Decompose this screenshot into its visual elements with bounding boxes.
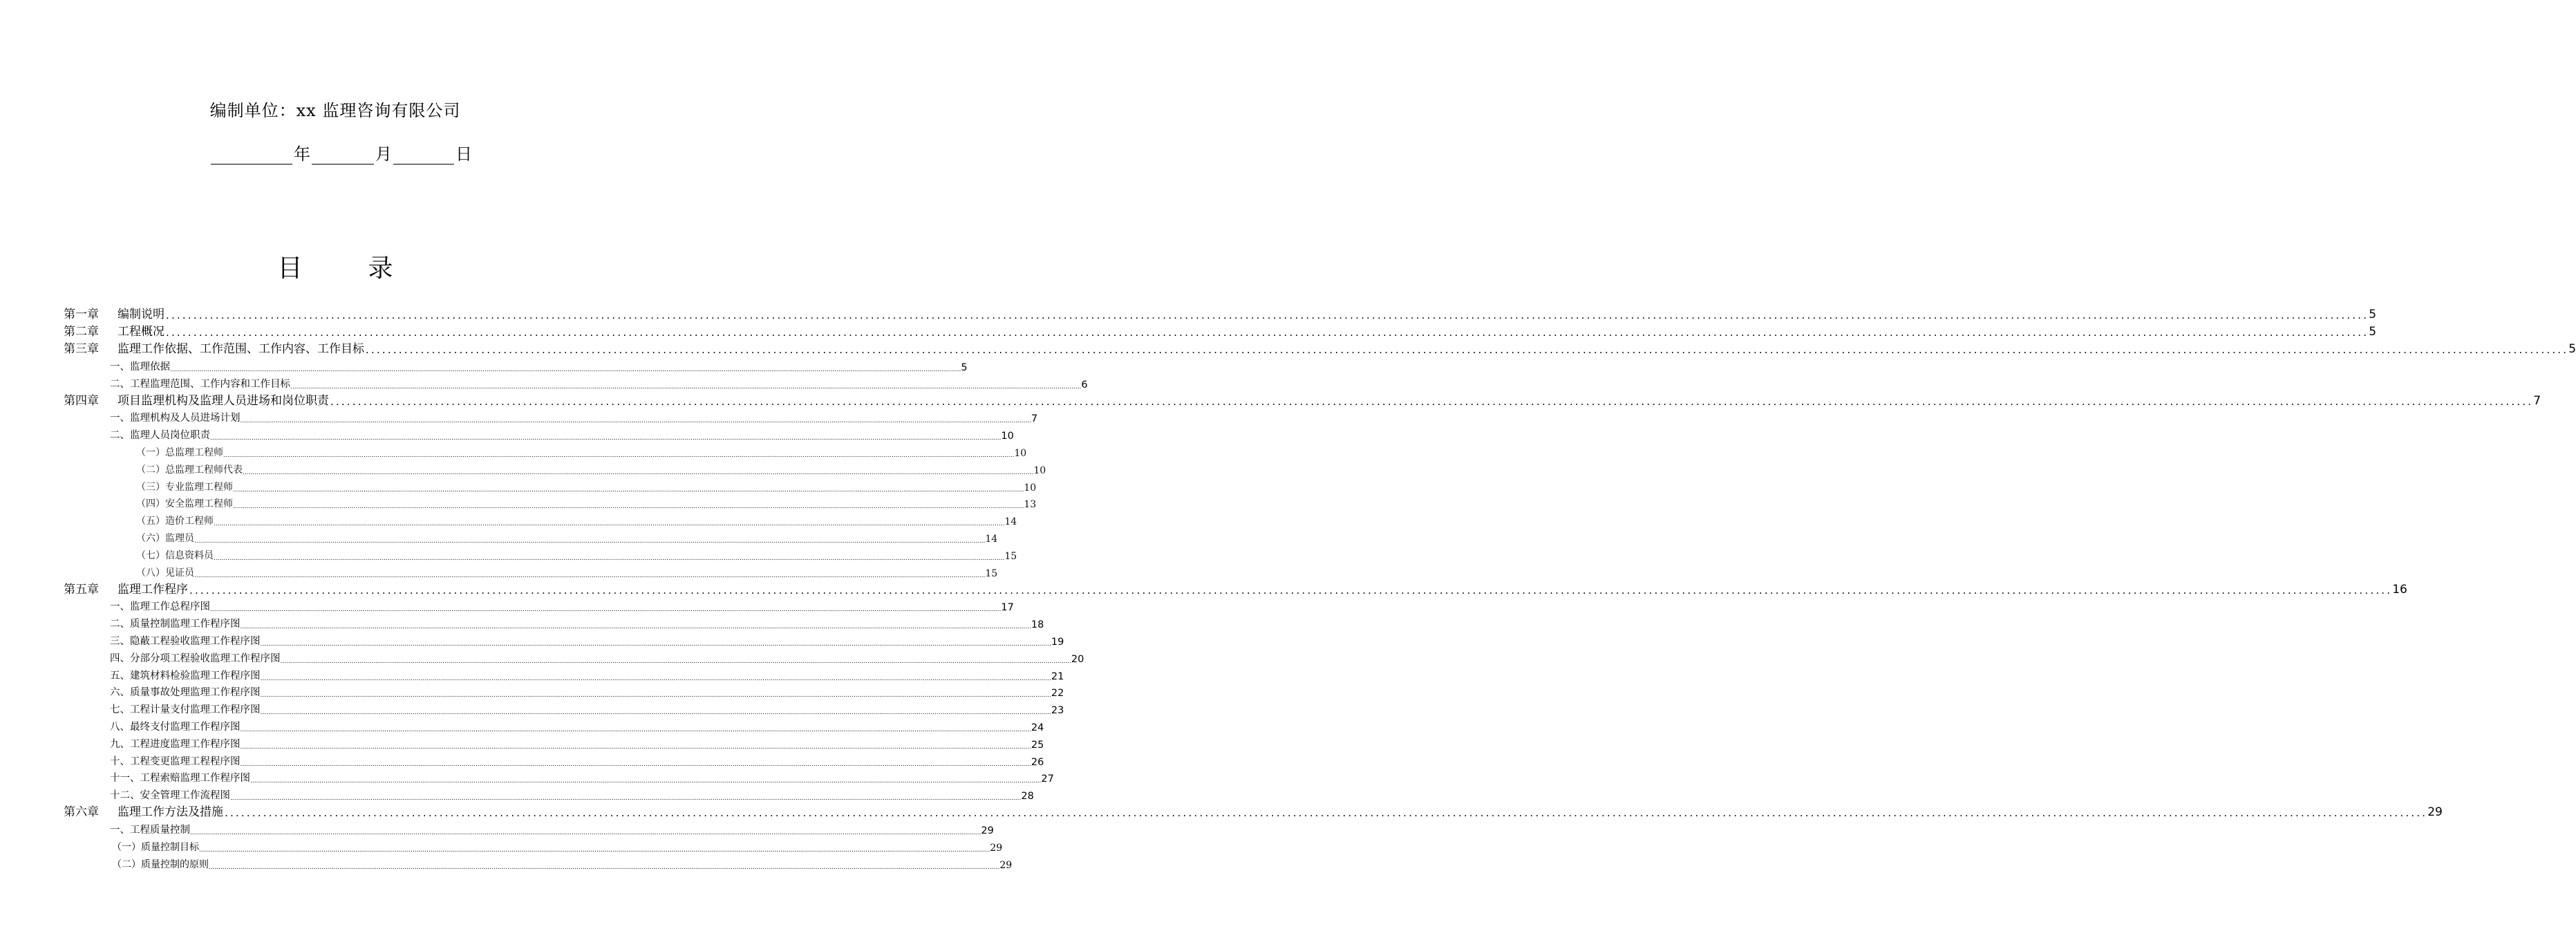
toc-dot-leader: ................................................................................................................................................................................................................................................................................................................................................................................................................: [240, 417, 1031, 425]
toc-entry[interactable]: [64, 494, 1037, 511]
toc-page-number: 25: [1031, 739, 1044, 751]
toc-entry[interactable]: [64, 304, 2377, 321]
toc-dot-leader: ................................................................................................................................................................................................................................................................................................................................................................................................................: [194, 537, 986, 545]
toc-entry-title: [64, 321, 164, 339]
toc-title-left: 目: [277, 254, 303, 283]
toc-entry-title: 七、工程计量支付监理工作程序图: [110, 704, 261, 716]
toc-entry-title: （一）质量控制目标: [112, 841, 199, 853]
toc-dot-leader: ................................................................................................................................................................................................................................................................................................................................................................................................................: [209, 863, 1000, 871]
toc-entry-title: （二）总监理工程师代表: [136, 464, 243, 476]
toc-entry-title: 十一、工程索赔监理工作程序图: [110, 773, 250, 785]
toc-entry-title: （七）信息资料员: [136, 550, 214, 561]
toc-chapter-number: 第六章: [64, 805, 99, 820]
table-of-contents: [64, 304, 2576, 871]
toc-page-number: 24: [1031, 722, 1044, 733]
toc-entry[interactable]: [64, 476, 1037, 494]
toc-dot-leader: ................................................................................................................................................................................................................................................................................................................................................................................................................: [214, 520, 1005, 528]
toc-dot-leader: ................................................................................................................................................................................................................................................................................................................................................................................................................: [210, 606, 1002, 614]
toc-dot-leader: ................................................................................................................................................................................................................................................................................................................................................................................................................: [223, 451, 1015, 459]
toc-dot-leader: ................................................................................................................................................................................................................................................................................................................................................................................................................: [166, 326, 2369, 339]
toc-page-number: 7: [1031, 413, 1038, 425]
toc-entry[interactable]: [64, 339, 2576, 356]
toc-page-number: 16: [2392, 582, 2407, 597]
toc-dot-leader: ................................................................................................................................................................................................................................................................................................................................................................................................................: [240, 760, 1031, 768]
toc-page-number: 7: [2533, 393, 2541, 408]
year-blank: [211, 143, 292, 165]
toc-page-number: 14: [1004, 516, 1017, 528]
toc-entry[interactable]: [64, 442, 1027, 459]
toc-entry-title: 三、隐蔽工程验收监理工作程序图: [110, 635, 261, 647]
toc-page-number: 5: [2369, 325, 2377, 339]
toc-dot-leader: ................................................................................................................................................................................................................................................................................................................................................................................................................: [214, 554, 1005, 562]
toc-entry[interactable]: [64, 682, 1064, 700]
toc-entry-title: （八）见证员: [136, 567, 194, 579]
toc-entry[interactable]: [64, 373, 1088, 391]
toc-entry-title: 六、质量事故处理监理工作程序图: [110, 687, 261, 699]
toc-entry-title: 九、工程进度监理工作程序图: [110, 738, 241, 750]
toc-dot-leader: ................................................................................................................................................................................................................................................................................................................................................................................................................: [240, 726, 1031, 733]
toc-entry[interactable]: [64, 768, 1054, 785]
toc-page-number: 29: [2427, 805, 2443, 820]
toc-page-number: 29: [999, 859, 1013, 871]
toc-entry[interactable]: [64, 836, 1003, 854]
toc-entry[interactable]: [64, 510, 1017, 528]
toc-entry-title: 二、监理人员岗位职责: [110, 430, 210, 442]
toc-entry[interactable]: [64, 545, 1017, 562]
toc-page-number: 22: [1051, 688, 1064, 700]
toc-entry[interactable]: [64, 785, 1034, 803]
toc-entry[interactable]: [64, 819, 994, 836]
toc-dot-leader: ................................................................................................................................................................................................................................................................................................................................................................................................................: [280, 657, 1071, 665]
month-blank: [312, 143, 374, 165]
toc-dot-leader: ................................................................................................................................................................................................................................................................................................................................................................................................................: [260, 640, 1051, 648]
toc-dot-leader: ................................................................................................................................................................................................................................................................................................................................................................................................................: [233, 486, 1024, 494]
toc-dot-leader: ................................................................................................................................................................................................................................................................................................................................................................................................................: [230, 795, 1022, 803]
toc-page-number: 21: [1051, 670, 1064, 682]
toc-dot-leader: ................................................................................................................................................................................................................................................................................................................................................................................................................: [260, 675, 1051, 682]
toc-page-number: 10: [1033, 464, 1046, 476]
toc-entry[interactable]: [64, 424, 1014, 442]
toc-chapter-number: 第一章: [64, 308, 99, 321]
toc-entry[interactable]: [64, 854, 1013, 871]
toc-entry[interactable]: [64, 408, 1038, 425]
toc-entry[interactable]: [64, 630, 1064, 648]
toc-dot-leader: ................................................................................................................................................................................................................................................................................................................................................................................................................: [166, 309, 2369, 321]
day-blank: [393, 143, 454, 165]
day-label: 日: [455, 144, 472, 164]
toc-entry-title: 四、分部分项工程验收监理工作程序图: [110, 653, 281, 664]
toc-chapter-number: 第四章: [64, 393, 99, 408]
toc-entry[interactable]: [64, 699, 1064, 717]
toc-page-number: 10: [1014, 447, 1027, 459]
toc-entry-title: 二、工程监理范围、工作内容和工作目标: [110, 378, 290, 390]
toc-entry[interactable]: [64, 648, 1084, 665]
toc-dot-leader: ................................................................................................................................................................................................................................................................................................................................................................................................................: [243, 469, 1034, 476]
toc-entry[interactable]: [64, 802, 2443, 820]
toc-entry-title: 二、质量控制监理工作程序图: [110, 619, 241, 630]
toc-chapter-number: 第二章: [64, 325, 99, 339]
toc-dot-leader: ................................................................................................................................................................................................................................................................................................................................................................................................................: [366, 344, 2569, 356]
toc-chapter-title: 项目监理机构及监理人员进场和岗位职责: [117, 393, 329, 408]
toc-entry-title: [64, 391, 329, 408]
toc-page-number: 23: [1051, 705, 1064, 717]
toc-page-number: 5: [961, 362, 968, 373]
toc-page-number: 20: [1071, 653, 1084, 665]
toc-page-number: 26: [1031, 756, 1044, 768]
toc-entry-title: 一、监理依据: [110, 361, 170, 373]
date-line: [211, 140, 473, 165]
toc-entry-title: （二）质量控制的原则: [112, 858, 209, 870]
toc-entry-title: （一）总监理工程师: [136, 447, 223, 458]
toc-dot-leader: ................................................................................................................................................................................................................................................................................................................................................................................................................: [260, 709, 1051, 717]
toc-dot-leader: ................................................................................................................................................................................................................................................................................................................................................................................................................: [260, 692, 1051, 700]
toc-dot-leader: ................................................................................................................................................................................................................................................................................................................................................................................................................: [190, 829, 981, 836]
toc-dot-leader: ................................................................................................................................................................................................................................................................................................................................................................................................................: [194, 572, 986, 579]
month-label: 月: [375, 144, 392, 164]
toc-dot-leader: ................................................................................................................................................................................................................................................................................................................................................................................................................: [210, 435, 1002, 442]
toc-entry-title: [64, 304, 164, 321]
toc-page-number: 15: [985, 567, 998, 579]
toc-chapter-title: 监理工作依据、工作范围、工作内容、工作目标: [117, 342, 364, 356]
toc-page-number: 28: [1021, 791, 1034, 803]
toc-chapter-title: 工程概况: [117, 325, 164, 339]
year-label: 年: [294, 144, 310, 164]
toc-entry[interactable]: [64, 391, 2541, 408]
toc-entry[interactable]: [64, 597, 1014, 614]
toc-entry[interactable]: [64, 321, 2377, 339]
toc-page-number: 6: [1081, 379, 1088, 391]
toc-entry[interactable]: [64, 733, 1044, 751]
toc-entry-title: 一、监理工作总程序图: [110, 601, 210, 613]
toc-dot-leader: ................................................................................................................................................................................................................................................................................................................................................................................................................: [199, 846, 990, 854]
toc-entry-title: 十二、安全管理工作流程图: [110, 790, 230, 802]
toc-page-number: 5: [2369, 308, 2377, 321]
toc-entry[interactable]: [64, 613, 1044, 631]
toc-entry-title: （三）专业监理工程师: [136, 481, 233, 493]
toc-entry-title: 八、最终支付监理工作程序图: [110, 721, 241, 733]
toc-entry-title: （六）监理员: [136, 532, 194, 544]
toc-entry[interactable]: [64, 579, 2407, 597]
toc-title-right: 录: [368, 254, 393, 283]
toc-page-number: 13: [1024, 499, 1037, 511]
toc-chapter-number: 第三章: [64, 342, 99, 356]
toc-dot-leader: ................................................................................................................................................................................................................................................................................................................................................................................................................: [250, 778, 1042, 785]
toc-dot-leader: ................................................................................................................................................................................................................................................................................................................................................................................................................: [225, 807, 2428, 820]
toc-page-number: 18: [1031, 619, 1044, 631]
toc-page-number: 10: [1001, 431, 1014, 442]
toc-entry-title: （五）造价工程师: [136, 516, 214, 527]
toc-dot-leader: ................................................................................................................................................................................................................................................................................................................................................................................................................: [290, 383, 1082, 391]
toc-entry-title: 五、建筑材料检验监理工作程序图: [110, 670, 261, 682]
toc-dot-leader: ................................................................................................................................................................................................................................................................................................................................................................................................................: [240, 743, 1031, 751]
organization-line: 编制单位：xx 监理咨询有限公司: [209, 101, 461, 120]
toc-entry[interactable]: [64, 751, 1044, 768]
toc-chapter-title: 监理工作方法及措施: [117, 805, 223, 820]
toc-entry-title: [64, 339, 364, 356]
toc-entry[interactable]: [64, 562, 998, 579]
toc-page-number: 15: [1004, 550, 1017, 562]
toc-page-number: 17: [1001, 602, 1014, 614]
toc-page-number: 29: [990, 842, 1003, 854]
toc-page-number: 27: [1041, 773, 1054, 785]
toc-entry-title: [64, 579, 188, 597]
toc-dot-leader: ................................................................................................................................................................................................................................................................................................................................................................................................................: [170, 366, 961, 373]
toc-entry-title: （四）安全监理工程师: [136, 498, 233, 510]
toc-dot-leader: ................................................................................................................................................................................................................................................................................................................................................................................................................: [233, 503, 1024, 511]
toc-entry[interactable]: [64, 527, 998, 545]
toc-entry-title: [64, 802, 223, 819]
toc-entry-title: 十、工程变更监理工程程序图: [110, 756, 241, 767]
toc-entry[interactable]: [64, 459, 1046, 476]
toc-entry[interactable]: [64, 716, 1044, 733]
toc-chapter-number: 第五章: [64, 582, 99, 597]
toc-dot-leader: ................................................................................................................................................................................................................................................................................................................................................................................................................: [189, 583, 2393, 597]
toc-page-number: 19: [1051, 636, 1064, 648]
toc-page-number: 14: [985, 533, 998, 545]
toc-title: [0, 249, 670, 284]
toc-chapter-title: 监理工作程序: [117, 582, 188, 597]
toc-entry[interactable]: [64, 665, 1064, 682]
toc-entry-title: 一、工程质量控制: [110, 824, 190, 836]
toc-page-number: 5: [2568, 342, 2576, 356]
toc-chapter-title: 编制说明: [117, 308, 164, 321]
toc-page-number: 10: [1024, 482, 1037, 494]
toc-page-number: 29: [981, 825, 994, 836]
toc-entry-title: 一、监理机构及人员进场计划: [110, 413, 241, 424]
toc-dot-leader: ................................................................................................................................................................................................................................................................................................................................................................................................................: [240, 623, 1031, 631]
toc-dot-leader: ................................................................................................................................................................................................................................................................................................................................................................................................................: [330, 395, 2534, 408]
toc-entry[interactable]: [64, 356, 968, 373]
